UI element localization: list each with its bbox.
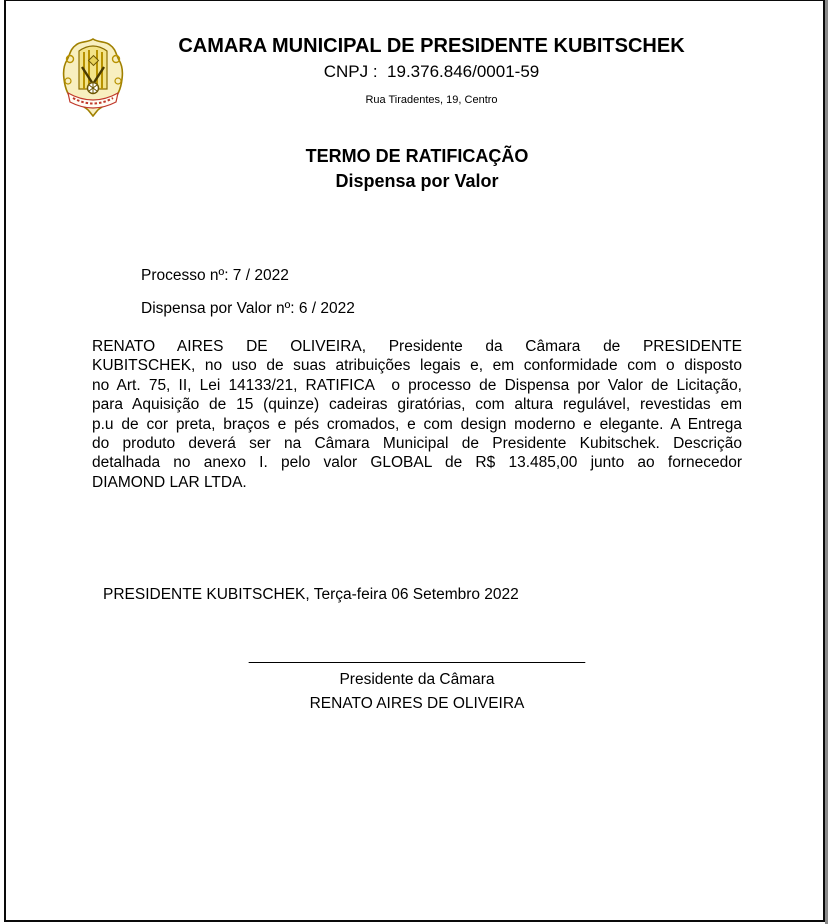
body-paragraph	[92, 337, 742, 492]
coat-of-arms-logo	[59, 37, 127, 117]
body-paragraph-line: KUBITSCHEK, no uso de suas atribuições legais e, em conformidade com o disposto	[92, 357, 742, 375]
date-line: PRESIDENTE KUBITSCHEK, Terça-feira 06 Setembro 2022	[103, 586, 519, 603]
org-name: CAMARA MUNICIPAL DE PRESIDENTE KUBITSCHEK	[178, 35, 685, 57]
coat-of-arms-icon	[59, 37, 127, 117]
body-paragraph-line: no Art. 75, II, Lei 14133/21, RATIFICA o processo de Dispensa por Valor de Licitação,	[92, 376, 742, 394]
document-title-line2: Dispensa por Valor	[335, 171, 499, 191]
signature-block	[92, 647, 742, 712]
body-paragraph-line: p.u de cor preta, braços e pés cromados, e com design moderno e elegante. A Entrega	[92, 415, 742, 433]
body-paragraph-line: para Aquisição de 15 (quinze) cadeiras giratórias, com altura regulável, revestidas em	[92, 396, 742, 414]
document-title	[92, 144, 742, 194]
document-page	[4, 0, 825, 922]
dispensa-number: Dispensa por Valor nº: 6 / 2022	[141, 300, 355, 317]
body-paragraph-line: detalhada no anexo I. pelo valor GLOBAL de R$ 13.485,00 junto ao fornecedor	[92, 454, 742, 472]
org-cnpj: CNPJ : 19.376.846/0001-59	[323, 62, 540, 81]
signature-rule: _______________________________________	[248, 647, 586, 664]
org-address: Rua Tiradentes, 19, Centro	[365, 94, 498, 106]
process-number: Processo nº: 7 / 2022	[141, 267, 289, 284]
signature-name: RENATO AIRES DE OLIVEIRA	[309, 695, 525, 712]
body-paragraph-line: DIAMOND LAR LTDA.	[92, 473, 247, 491]
body-paragraph-line: RENATO AIRES DE OLIVEIRA, Presidente da Câmara de PRESIDENTE	[92, 338, 742, 355]
document-title-line1: TERMO DE RATIFICAÇÃO	[305, 146, 529, 166]
body-paragraph-line: do produto deverá ser na Câmara Municipal de Presidente Kubitschek. Descrição	[92, 435, 742, 453]
signature-role: Presidente da Câmara	[339, 671, 495, 688]
